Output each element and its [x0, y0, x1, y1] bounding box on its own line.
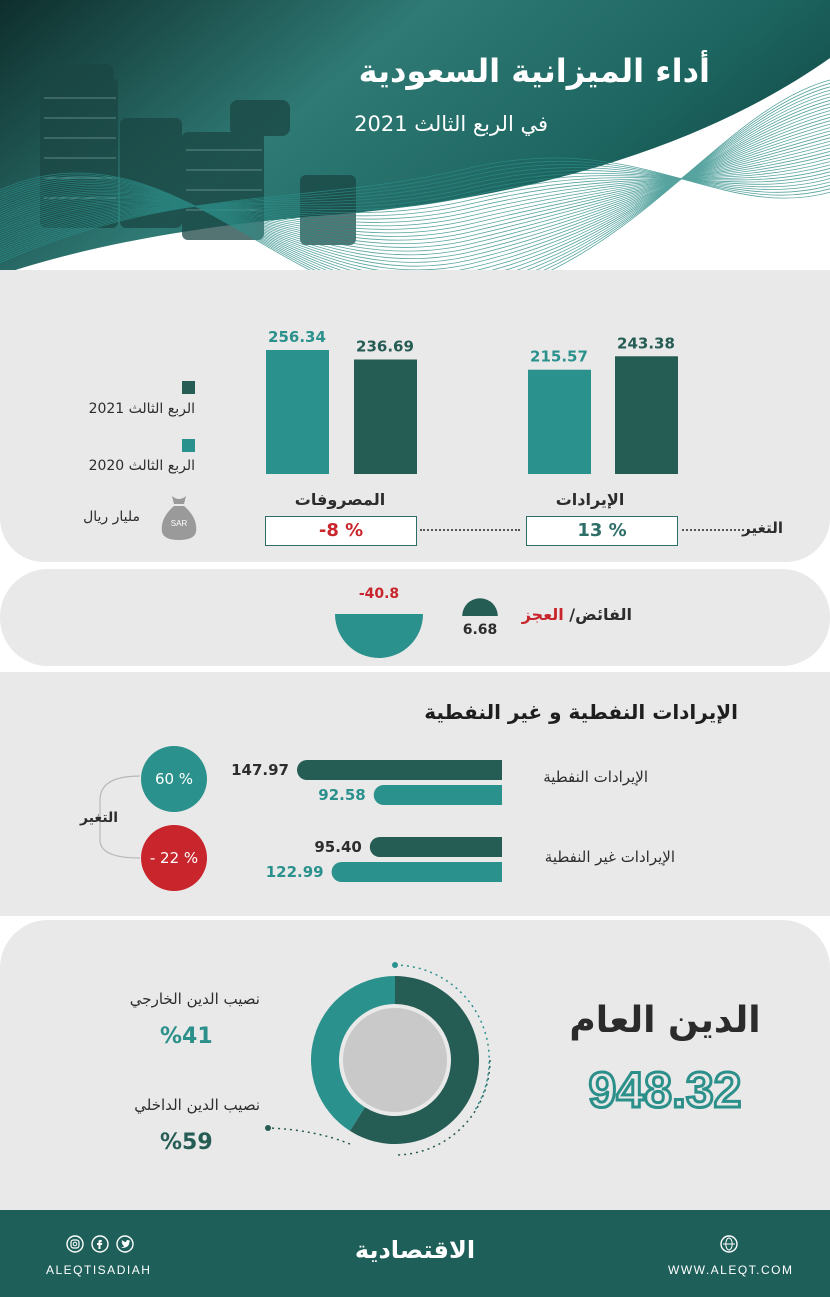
revenue-category-label: الإيرادات: [555, 490, 625, 509]
money-bag-text: SAR: [170, 519, 188, 528]
external-debt-pct: %41: [160, 1024, 213, 1049]
legend-label-2020: الربع الثالث 2020: [88, 458, 195, 474]
oil-change-label: التغير: [80, 810, 119, 826]
balance-value-2020: -40.8: [358, 586, 400, 602]
nonoil-revenue-label: الإيرادات غير النفطية: [544, 848, 675, 866]
instagram-icon[interactable]: [67, 1236, 83, 1252]
social-icons: [66, 1235, 136, 1253]
surplus-semicircle-2021: [462, 598, 498, 616]
legend-swatch-2021: [182, 381, 195, 394]
change-label: التغير: [742, 519, 783, 537]
oil-revenue-label: الإيرادات النفطية: [543, 768, 648, 786]
donut-dotted-internal: [270, 1128, 350, 1144]
footer-brand-logo: الاقتصادية: [354, 1236, 476, 1264]
footer-handle: ALEQTISADIAH: [46, 1263, 152, 1277]
unit-label: مليار ريال: [83, 509, 140, 525]
twitter-icon[interactable]: [117, 1236, 133, 1252]
balance-chart: [0, 560, 830, 670]
money-bag-icon: [158, 492, 200, 542]
bar-label-2021-1: 236.69: [356, 337, 414, 356]
debt-donut-chart: [250, 950, 520, 1180]
budget-bar-chart: [0, 0, 830, 560]
nonoil-change-badge: - 22 %: [141, 825, 207, 891]
oil-bar-2021-fill-0: [307, 760, 502, 780]
debt-title: الدين العام: [569, 1000, 761, 1041]
oil-section-title: الإيرادات النفطية و غير النفطية: [424, 700, 738, 724]
oil-label-2021-0: 147.97: [231, 761, 289, 779]
deficit-semicircle-2020: [335, 614, 423, 658]
bar-label-2021-0: 243.38: [617, 334, 675, 353]
footer-website[interactable]: WWW.ALEQT.COM: [668, 1263, 794, 1277]
debt-total-text: 948.32: [588, 1062, 742, 1118]
page-title: أداء الميزانية السعودية: [358, 52, 710, 90]
oil-label-2020-0: 92.58: [318, 786, 366, 804]
bar-2021-1: [354, 360, 417, 474]
debt-total-value: [560, 1055, 770, 1125]
oil-label-2020-1: 122.99: [265, 863, 324, 881]
facebook-icon[interactable]: [92, 1236, 108, 1252]
oil-label-2021-1: 95.40: [314, 838, 362, 856]
surplus-label: الفائض: [575, 605, 632, 624]
globe-icon[interactable]: [720, 1235, 738, 1253]
bar-2021-0: [615, 356, 678, 474]
oil-bar-2021-fill-1: [380, 837, 502, 857]
page-subtitle: في الربع الثالث 2021: [354, 112, 548, 136]
internal-debt-label: نصيب الدين الداخلي: [134, 1096, 260, 1114]
internal-debt-pct: %59: [160, 1130, 213, 1155]
bar-label-2020-1: 256.34: [268, 328, 326, 346]
legend-label-2021: الربع الثالث 2021: [88, 401, 195, 417]
bar-2020-1: [266, 350, 329, 474]
donut-dot-external: [392, 962, 398, 968]
oil-bar-2020-fill-1: [342, 862, 502, 882]
expense-change-box: -8 %: [265, 516, 417, 546]
bar-2020-0: [528, 370, 591, 474]
bar-label-2020-0: 215.57: [530, 347, 588, 366]
expense-category-label: المصروفات: [294, 490, 386, 509]
deficit-label: العجز: [521, 605, 564, 624]
oil-change-badge: 60 %: [141, 746, 207, 812]
revenue-change-box: 13 %: [526, 516, 678, 546]
change-dotted-line: [682, 529, 744, 531]
change-dotted-line-2: [420, 529, 520, 531]
balance-value-2021: 6.68: [462, 622, 498, 638]
oil-bar-2020-fill-0: [384, 785, 502, 805]
external-debt-label: نصيب الدين الخارجي: [129, 990, 260, 1008]
donut-dot-internal: [265, 1125, 271, 1131]
balance-sep: /: [563, 605, 576, 624]
legend-swatch-2020: [182, 439, 195, 452]
donut-hole: [343, 1008, 447, 1112]
oil-bar-chart: [0, 672, 830, 916]
